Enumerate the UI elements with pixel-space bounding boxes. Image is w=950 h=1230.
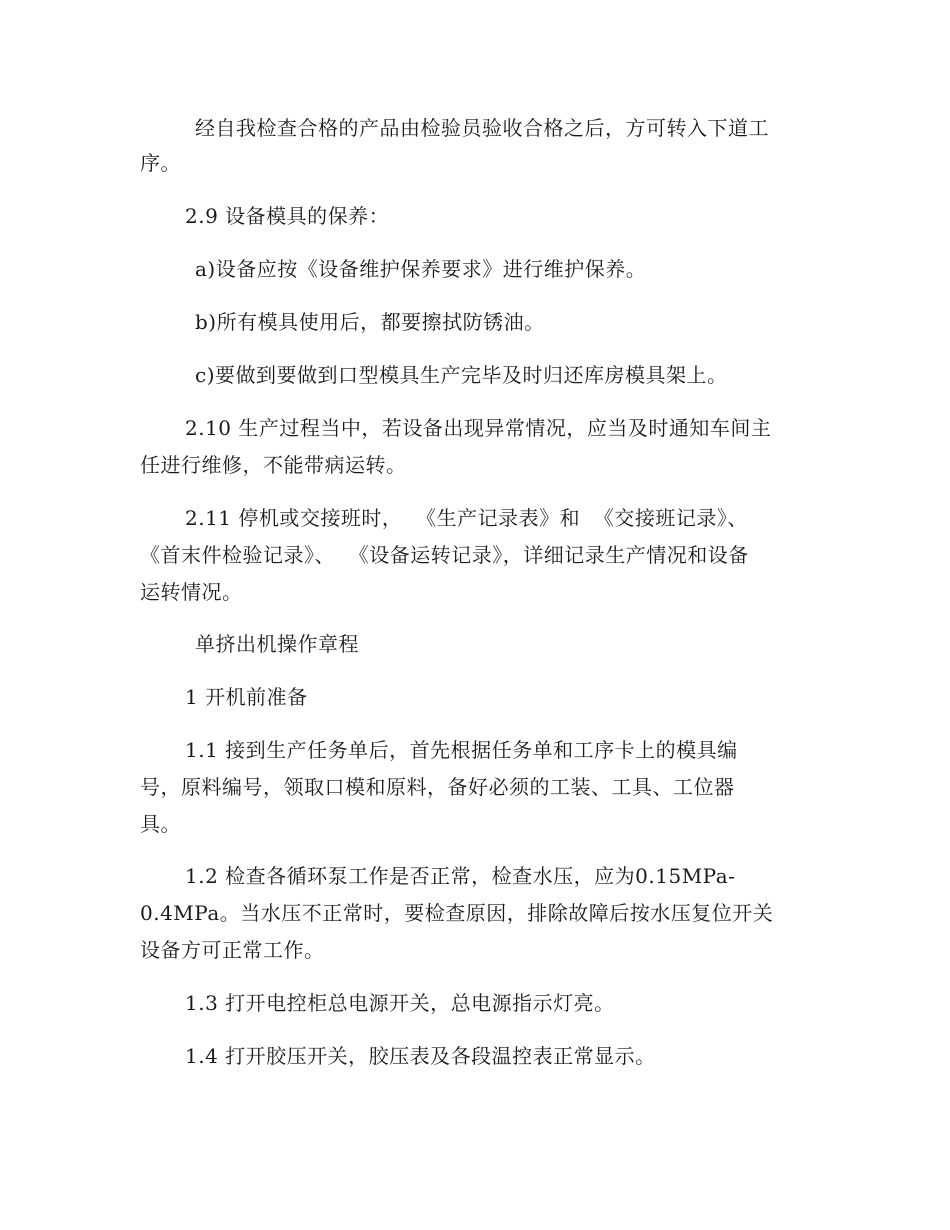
text-line: 1.1 接到生产任务单后，首先根据任务单和工序卡上的模具编 [185, 738, 738, 762]
text-line: 1.2 检查各循环泵工作是否正常，检查水压，应为0.15MPa- [185, 864, 736, 888]
text-line: 2.10 生产过程当中，若设备出现异常情况，应当及时通知车间主 [185, 416, 772, 440]
text-line: 1.4 打开胶压开关，胶压表及各段温控表正常显示。 [185, 1044, 656, 1068]
document-title: 单挤出机操作章程 [195, 632, 359, 656]
section-heading: 1 开机前准备 [185, 685, 308, 709]
text-line: 2.11 停机或交接班时， 《生产记录表》和 《交接班记录》、 [185, 506, 748, 530]
text-line: 设备方可正常工作。 [140, 938, 325, 962]
text-line: 1.3 打开电控柜总电源开关，总电源指示灯亮。 [185, 991, 615, 1015]
section-heading: 2.9 设备模具的保养： [185, 204, 390, 228]
text-line: 经自我检查合格的产品由检验员验收合格之后，方可转入下道工 [195, 116, 769, 140]
list-item: b)所有模具使用后，都要擦拭防锈油。 [195, 310, 545, 334]
text-line: 《首末件检验记录》、 《设备运转记录》，详细记录生产情况和设备 [140, 543, 749, 567]
text-line: 运转情况。 [140, 580, 243, 604]
list-item: c)要做到要做到口型模具生产完毕及时归还库房模具架上。 [195, 363, 728, 387]
text-line: 序。 [140, 151, 181, 175]
list-item: a)设备应按《设备维护保养要求》进行维护保养。 [195, 257, 647, 281]
text-line: 0.4MPa。当水压不正常时，要检查原因，排除故障后按水压复位开关 [140, 901, 774, 925]
text-line: 任进行维修，不能带病运转。 [140, 453, 407, 477]
text-line: 具。 [140, 812, 181, 836]
text-line: 号，原料编号，领取口模和原料，备好必须的工装、工具、工位器 [140, 775, 735, 799]
